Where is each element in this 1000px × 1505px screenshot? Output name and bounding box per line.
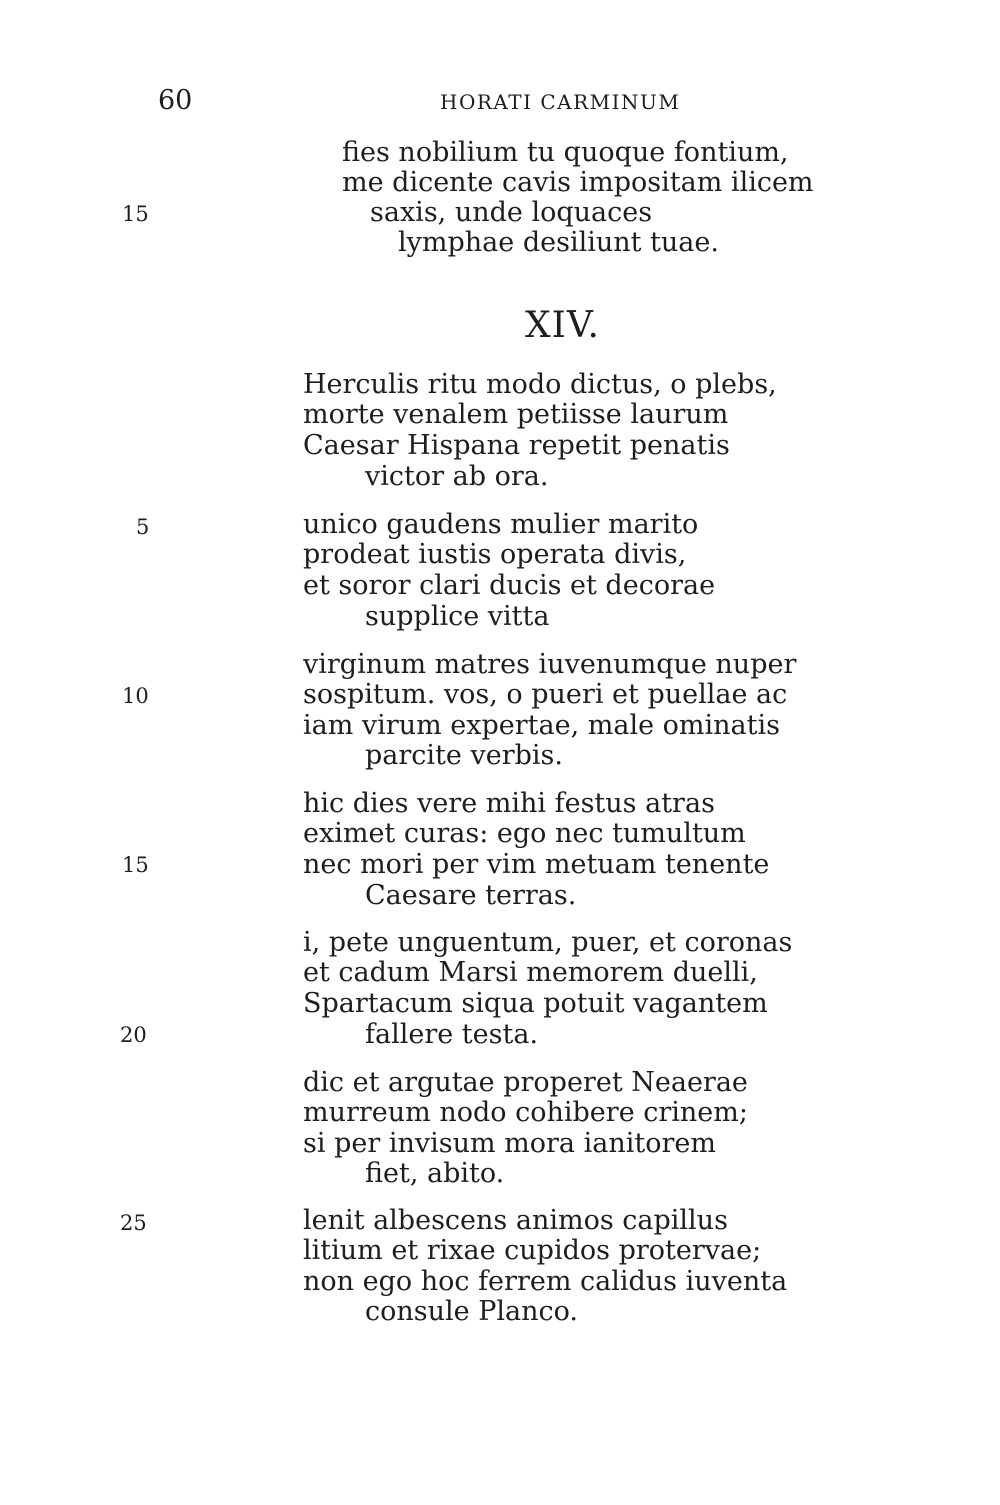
poem-line: morte venalem petiisse laurum — [303, 399, 729, 430]
line-number: 10 — [122, 684, 149, 708]
poem-line: dic et argutae properet Neaerae — [303, 1067, 748, 1098]
poem-line: lymphae desiliunt tuae. — [398, 227, 719, 258]
poem-line: et cadum Marsi memorem duelli, — [303, 957, 758, 988]
poem-line: unico gaudens mulier marito — [303, 509, 699, 540]
poem-line: fallere testa. — [365, 1019, 539, 1050]
poem-line: fiet, abito. — [365, 1158, 505, 1189]
poem-line: Caesare terras. — [365, 880, 577, 911]
poem-line: lenit albescens animos capillus — [303, 1205, 728, 1236]
poem-line: litium et rixae cupidos protervae; — [303, 1235, 762, 1266]
poem-line: Spartacum siqua potuit vagantem — [303, 988, 768, 1019]
poem-line: non ego hoc ferrem calidus iuventa — [303, 1266, 788, 1297]
poem-line: et soror clari ducis et decorae — [303, 570, 716, 601]
poem-line: murreum nodo cohibere crinem; — [303, 1097, 748, 1128]
poem-line: supplice vitta — [365, 601, 550, 632]
poem-line: saxis, unde loquaces — [370, 197, 653, 228]
running-header: HORATI CARMINUM — [440, 90, 681, 114]
poem-line: sospitum. vos, o pueri et puellae ac — [303, 679, 788, 710]
poem-line: prodeat iustis operata divis, — [303, 539, 687, 570]
poem-line: victor ab ora. — [365, 461, 549, 492]
line-number: 25 — [120, 1211, 147, 1235]
poem-line: nec mori per vim metuam tenente — [303, 849, 770, 880]
line-number: 15 — [122, 202, 149, 226]
poem-line: iam virum expertae, male ominatis — [303, 710, 780, 741]
ode-title: XIV. — [525, 305, 600, 346]
poem-line: virginum matres iuvenumque nuper — [303, 649, 797, 680]
poem-line: me dicente cavis impositam ilicem — [342, 167, 814, 198]
page-number: 60 — [158, 85, 193, 116]
line-number: 5 — [136, 515, 150, 539]
line-number: 15 — [122, 853, 149, 877]
poem-line: fies nobilium tu quoque fontium, — [342, 137, 789, 168]
poem-line: consule Planco. — [365, 1296, 578, 1327]
poem-line: hic dies vere mihi festus atras — [303, 788, 715, 819]
poem-line: eximet curas: ego nec tumultum — [303, 818, 746, 849]
line-number: 20 — [120, 1023, 147, 1047]
poem-line: si per invisum mora ianitorem — [303, 1128, 716, 1159]
poem-line: Caesar Hispana repetit penatis — [303, 430, 730, 461]
poem-line: parcite verbis. — [365, 740, 563, 771]
poem-line: Herculis ritu modo dictus, o plebs, — [303, 369, 777, 400]
poem-line: i, pete unguentum, puer, et coronas — [303, 927, 793, 958]
